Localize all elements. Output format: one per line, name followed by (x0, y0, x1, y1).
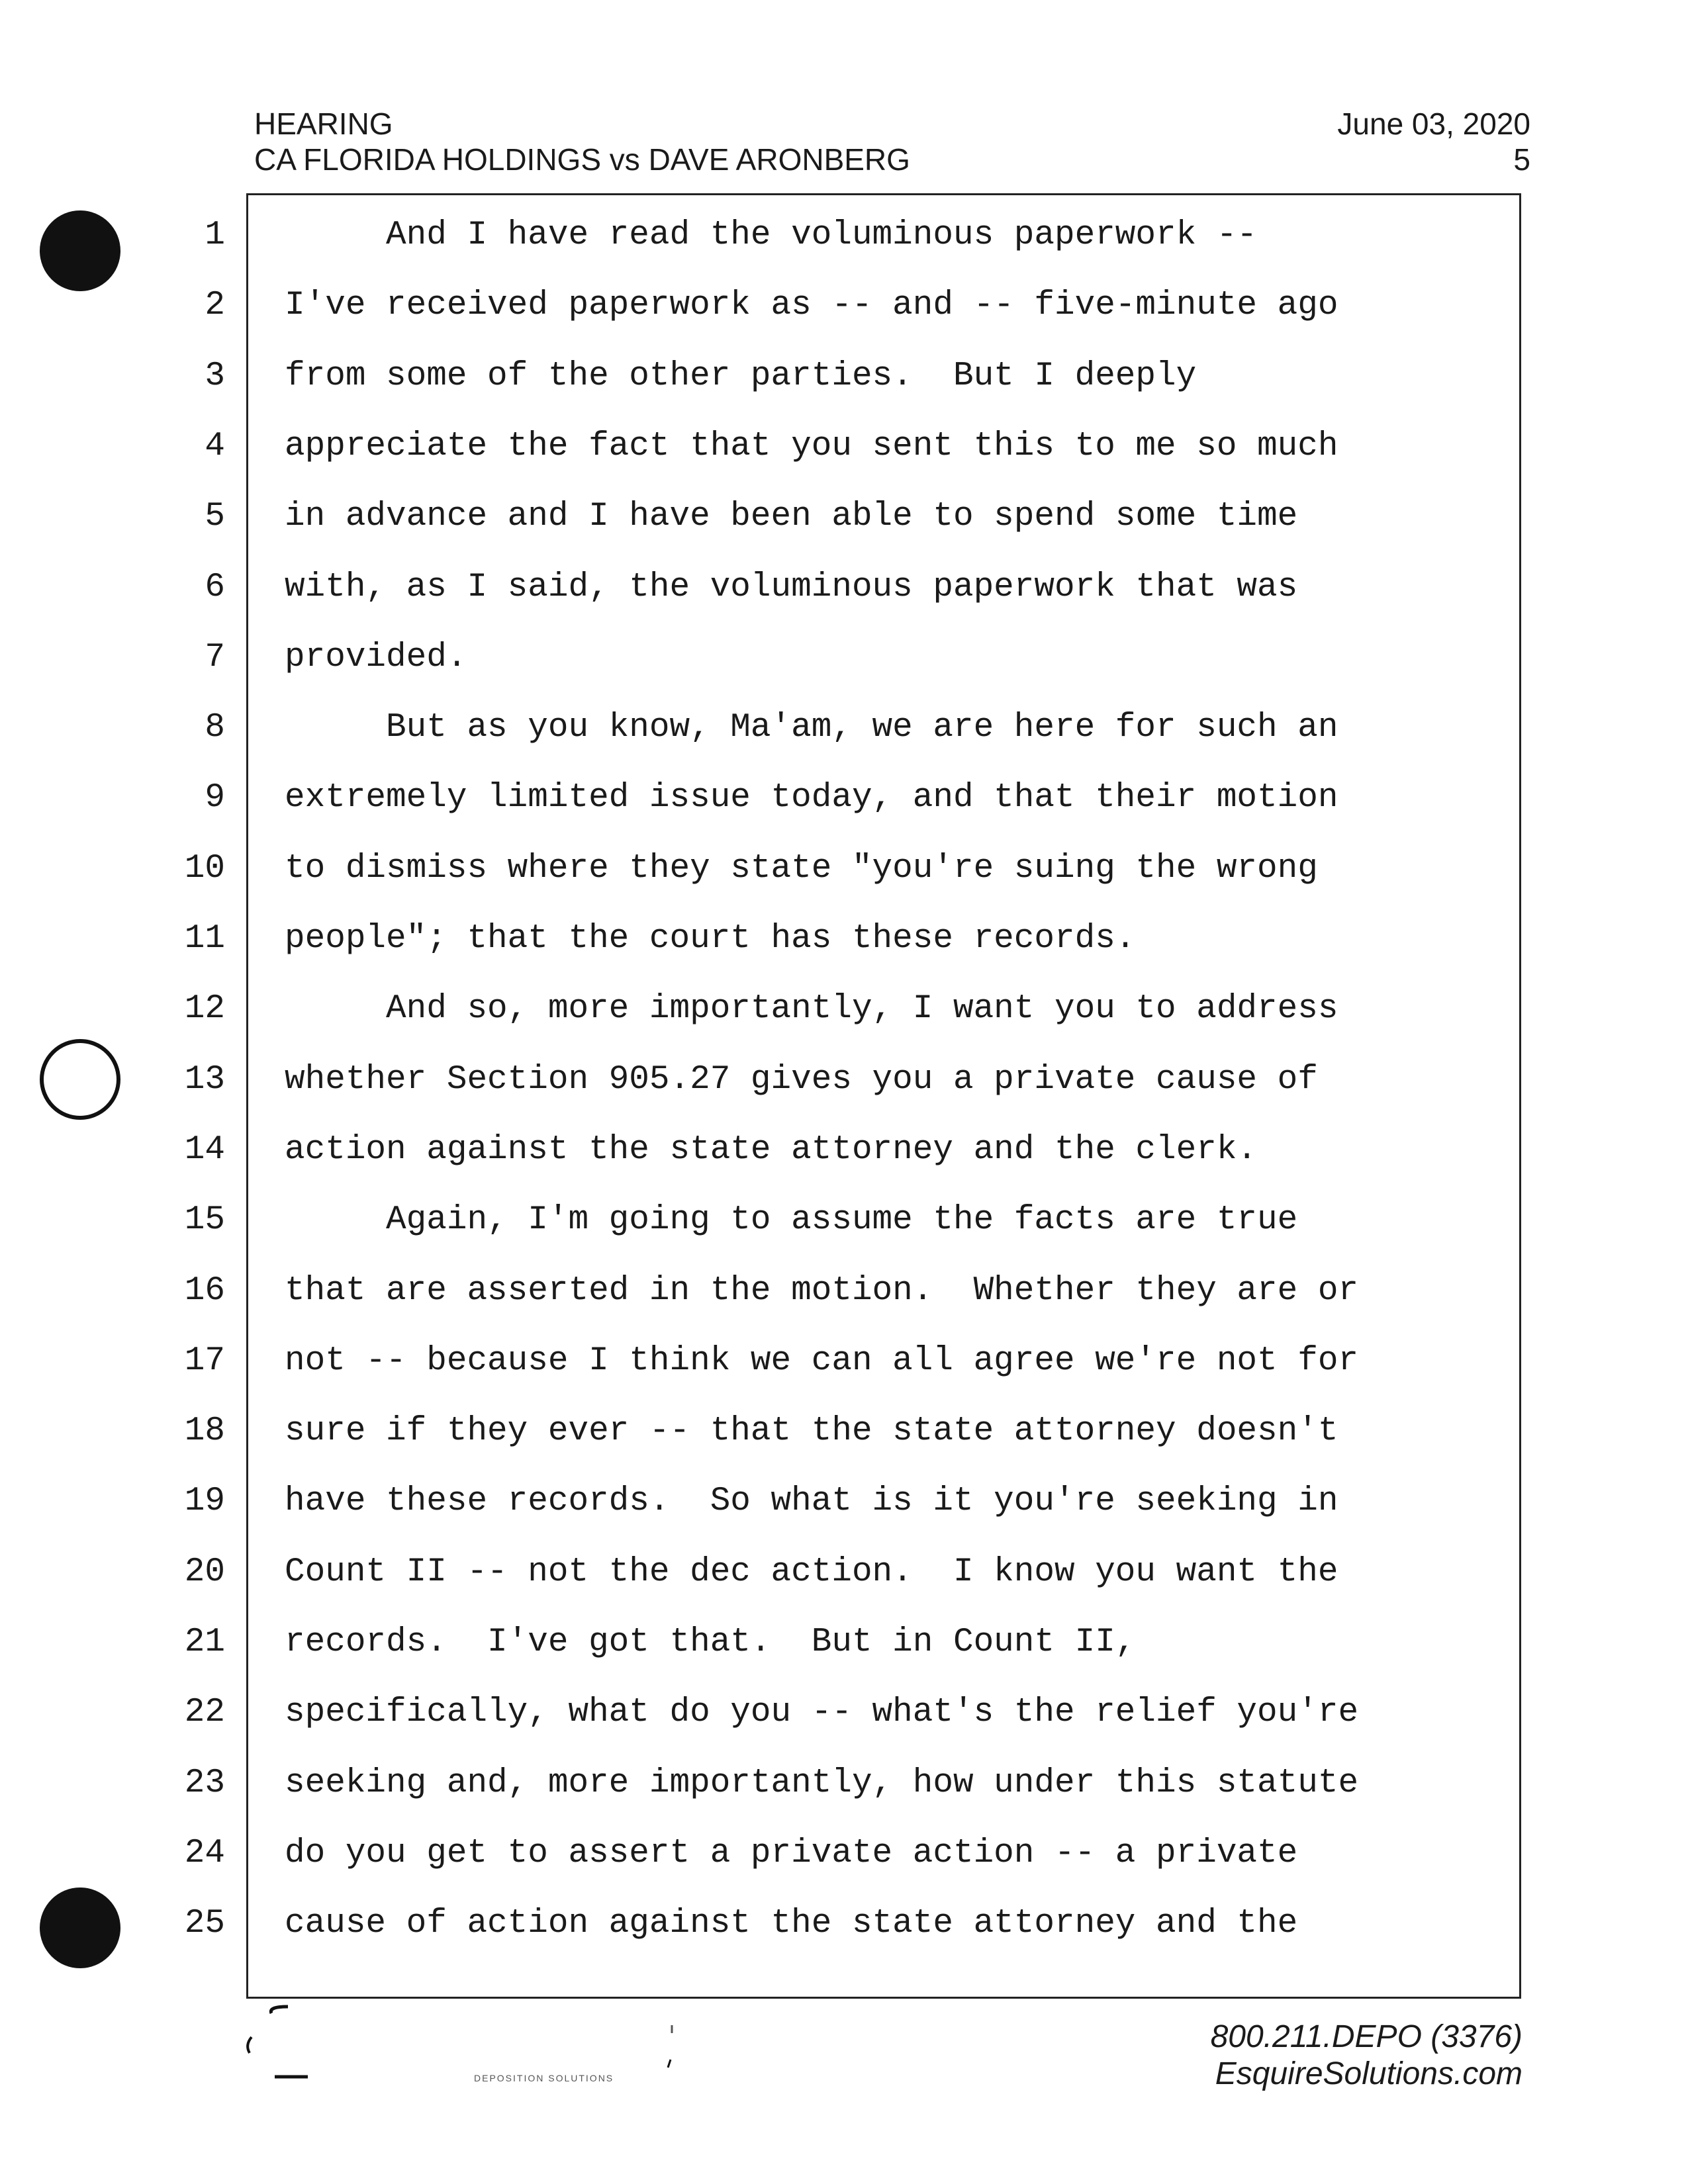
line-number: 19 (184, 1482, 225, 1520)
header-left (254, 106, 910, 177)
line-number: 2 (205, 287, 225, 324)
line-number: 14 (184, 1131, 225, 1169)
transcript-line: people"; that the court has these records. (285, 920, 1136, 958)
document-title: HEARING (254, 107, 393, 141)
transcript-line: from some of the other parties. But I deeply (285, 357, 1197, 395)
line-number: 7 (205, 639, 225, 676)
binder-hole-top (40, 210, 120, 291)
transcript-line: sure if they ever -- that the state attorney doesn't (285, 1412, 1338, 1450)
transcript-line: But as you know, Ma'am, we are here for such an (285, 709, 1338, 747)
line-number: 1 (205, 216, 225, 254)
transcript-line: Again, I'm going to assume the facts are true (285, 1201, 1298, 1239)
line-number: 6 (205, 569, 225, 606)
transcript-line: seeking and, more importantly, how under this statute (285, 1764, 1359, 1802)
line-number: 22 (184, 1694, 225, 1731)
line-number: 23 (184, 1764, 225, 1802)
page-number: 5 (1513, 142, 1530, 177)
transcript-line: action against the state attorney and the clerk. (285, 1131, 1258, 1169)
line-number: 15 (184, 1201, 225, 1239)
binder-hole-bottom (40, 1888, 120, 1968)
line-number: 24 (184, 1835, 225, 1872)
line-number: 17 (184, 1342, 225, 1380)
line-number: 3 (205, 357, 225, 395)
line-number: 20 (184, 1553, 225, 1591)
transcript-line: with, as I said, the voluminous paperwork that was (285, 569, 1298, 606)
esquire-logo (242, 1999, 692, 2105)
transcript-line: I've received paperwork as -- and -- five-minute ago (285, 287, 1338, 324)
line-number: 16 (184, 1272, 225, 1310)
line-number: 9 (205, 779, 225, 817)
line-number: 13 (184, 1061, 225, 1099)
header-right (1337, 106, 1530, 177)
transcript-line: not -- because I think we can all agree we're not for (285, 1342, 1359, 1380)
line-number: 8 (205, 709, 225, 747)
transcript-line: specifically, what do you -- what's the relief you're (285, 1694, 1359, 1731)
line-number: 10 (184, 850, 225, 887)
transcript-line: appreciate the fact that you sent this to me so much (285, 428, 1338, 465)
logo-caption: DEPOSITION SOLUTIONS (474, 2073, 614, 2083)
binder-hole-middle (40, 1039, 120, 1120)
footer-contact (1211, 2019, 1523, 2093)
transcript-line: have these records. So what is it you're seeking in (285, 1482, 1338, 1520)
transcript-line: whether Section 905.27 gives you a private cause of (285, 1061, 1318, 1099)
line-number: 21 (184, 1623, 225, 1661)
hearing-date: June 03, 2020 (1337, 107, 1530, 141)
line-number: 4 (205, 428, 225, 465)
footer-website: EsquireSolutions.com (1215, 2056, 1523, 2091)
line-number: 12 (184, 990, 225, 1028)
transcript-line: cause of action against the state attorney and the (285, 1905, 1298, 1942)
line-number: 5 (205, 498, 225, 535)
footer-phone: 800.211.DEPO (3376) (1210, 2019, 1523, 2054)
transcript-line: records. I've got that. But in Count II, (285, 1623, 1136, 1661)
transcript-line: And so, more importantly, I want you to address (285, 990, 1338, 1028)
transcript-line: in advance and I have been able to spend some time (285, 498, 1298, 535)
line-number: 25 (184, 1905, 225, 1942)
transcript-line: extremely limited issue today, and that their motion (285, 779, 1338, 817)
transcript-line: that are asserted in the motion. Whether they are or (285, 1272, 1359, 1310)
transcript-line: Count II -- not the dec action. I know you want the (285, 1553, 1338, 1591)
case-caption: CA FLORIDA HOLDINGS vs DAVE ARONBERG (254, 142, 910, 177)
transcript-line: provided. (285, 639, 467, 676)
transcript-line: do you get to assert a private action -- a private (285, 1835, 1298, 1872)
line-number: 18 (184, 1412, 225, 1450)
line-number: 11 (184, 920, 225, 958)
transcript-line: And I have read the voluminous paperwork -- (285, 216, 1258, 254)
transcript-line: to dismiss where they state "you're suing the wrong (285, 850, 1318, 887)
